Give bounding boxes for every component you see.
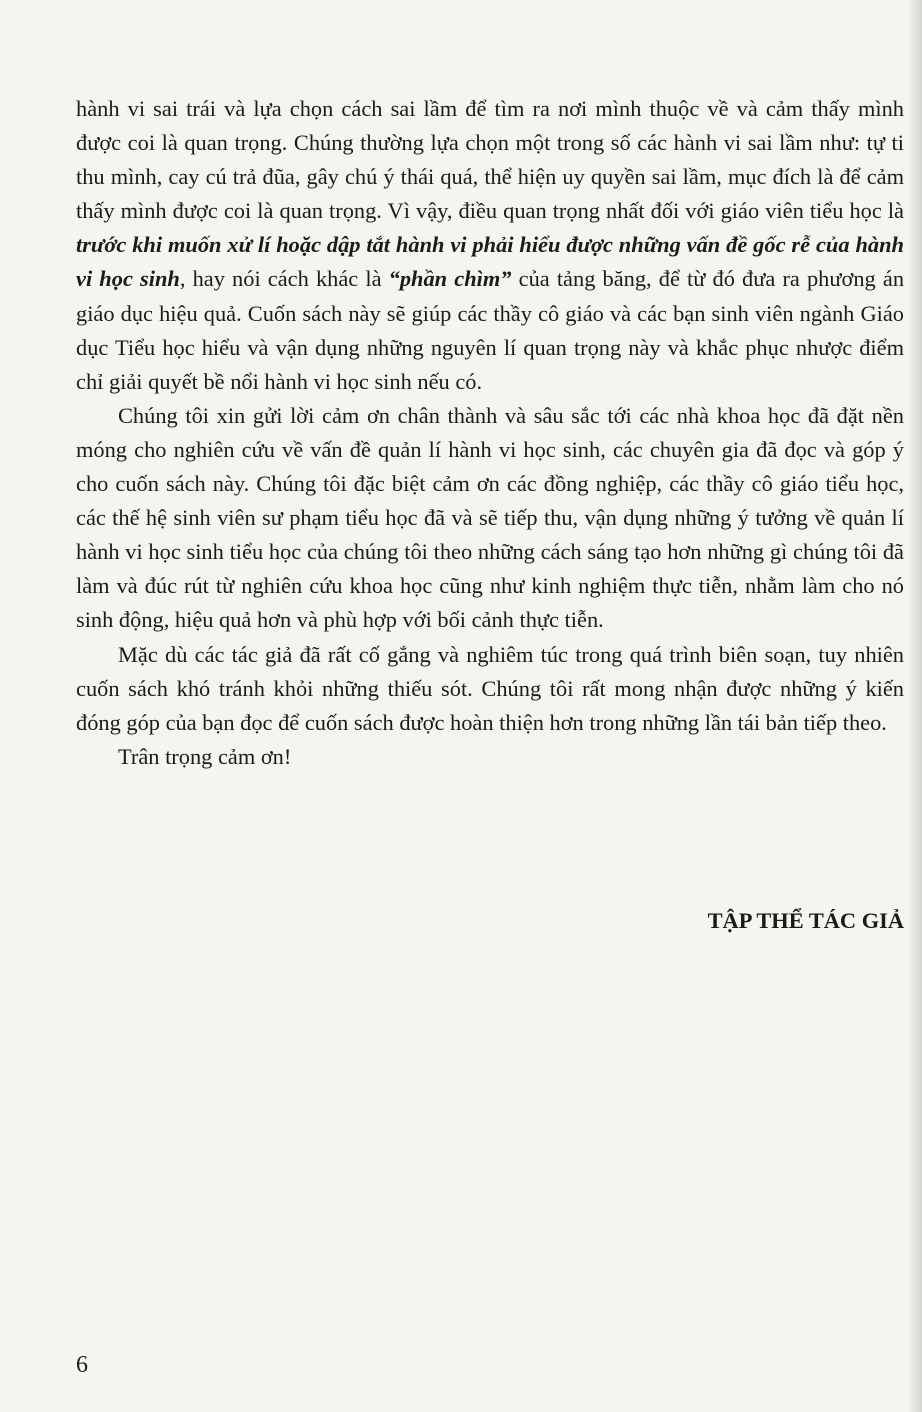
body-text: [76, 92, 904, 774]
paragraph-1: [76, 92, 904, 399]
paragraph-1-text-b: , hay nói cách khác là: [179, 266, 389, 292]
paragraph-3: Mặc dù các tác giả đã rất cố gắng và nghiêm túc trong quá trình biên soạn, tuy nhiên cuốn sách khó tránh khỏi những thiếu sót. Chúng tôi rất mong nhận được những ý kiến đóng góp của bạn đọc để cuốn sách được hoàn thiện hơn trong những lần tái bản tiếp theo.: [76, 641, 904, 735]
paragraph-1-text-c: của tảng băng, để từ đó đưa ra phương án giáo dục hiệu quả. Cuốn sách này sẽ giúp các thầy cô giáo và các bạn sinh viên ngành Giáo dục Tiểu học hiểu và vận dụng những nguyên lí quan trọng này và khắc phục nhược điểm chỉ giải quyết bề nổi hành vi học sinh nếu có.: [76, 266, 905, 394]
paragraph-1-text-a: hành vi sai trái và lựa chọn cách sai lầm để tìm ra nơi mình thuộc về và cảm thấy mình được coi là quan trọng. Chúng thường lựa chọn một trong số các hành vi sai lầm như: tự ti thu mình, cay cú trả đũa, gây chú ý thái quá, thể hiện uy quyền sai lầm, mục đích là để cảm thấy mình được coi là quan trọng. Vì vậy, điều quan trọng nhất đối với giáo viên tiểu học là: [76, 96, 904, 224]
author-signature: TẬP THỂ TÁC GIẢ: [707, 908, 904, 933]
paragraph-1-emphasis-b: “phần chìm”: [388, 266, 512, 292]
paragraph-1-emphasis-a: trước khi muốn xử lí hoặc dập tắt hành vi phải hiểu được những vấn đề gốc rễ của hành vi học sinh: [76, 232, 904, 292]
page-number: 6: [76, 1352, 88, 1378]
spine-shadow: [908, 0, 922, 1412]
paragraph-2: Chúng tôi xin gửi lời cảm ơn chân thành và sâu sắc tới các nhà khoa học đã đặt nền móng cho nghiên cứu về vấn đề quản lí hành vi học sinh, các chuyên gia đã đọc và góp ý cho cuốn sách này. Chúng tôi đặc biệt cảm ơn các đồng nghiệp, các thầy cô giáo tiểu học, các thế hệ sinh viên sư phạm tiểu học đã và sẽ tiếp thu, vận dụng những ý tưởng về quản lí hành vi học sinh tiểu học của chúng tôi theo những cách sáng tạo hơn những gì chúng tôi đã làm và đúc rút từ nghiên cứu khoa học cũng như kinh nghiệm thực tiễn, nhằm làm cho nó sinh động, hiệu quả hơn và phù hợp với bối cảnh thực tiễn.: [76, 402, 904, 633]
paragraph-4: Trân trọng cảm ơn!: [118, 743, 292, 769]
